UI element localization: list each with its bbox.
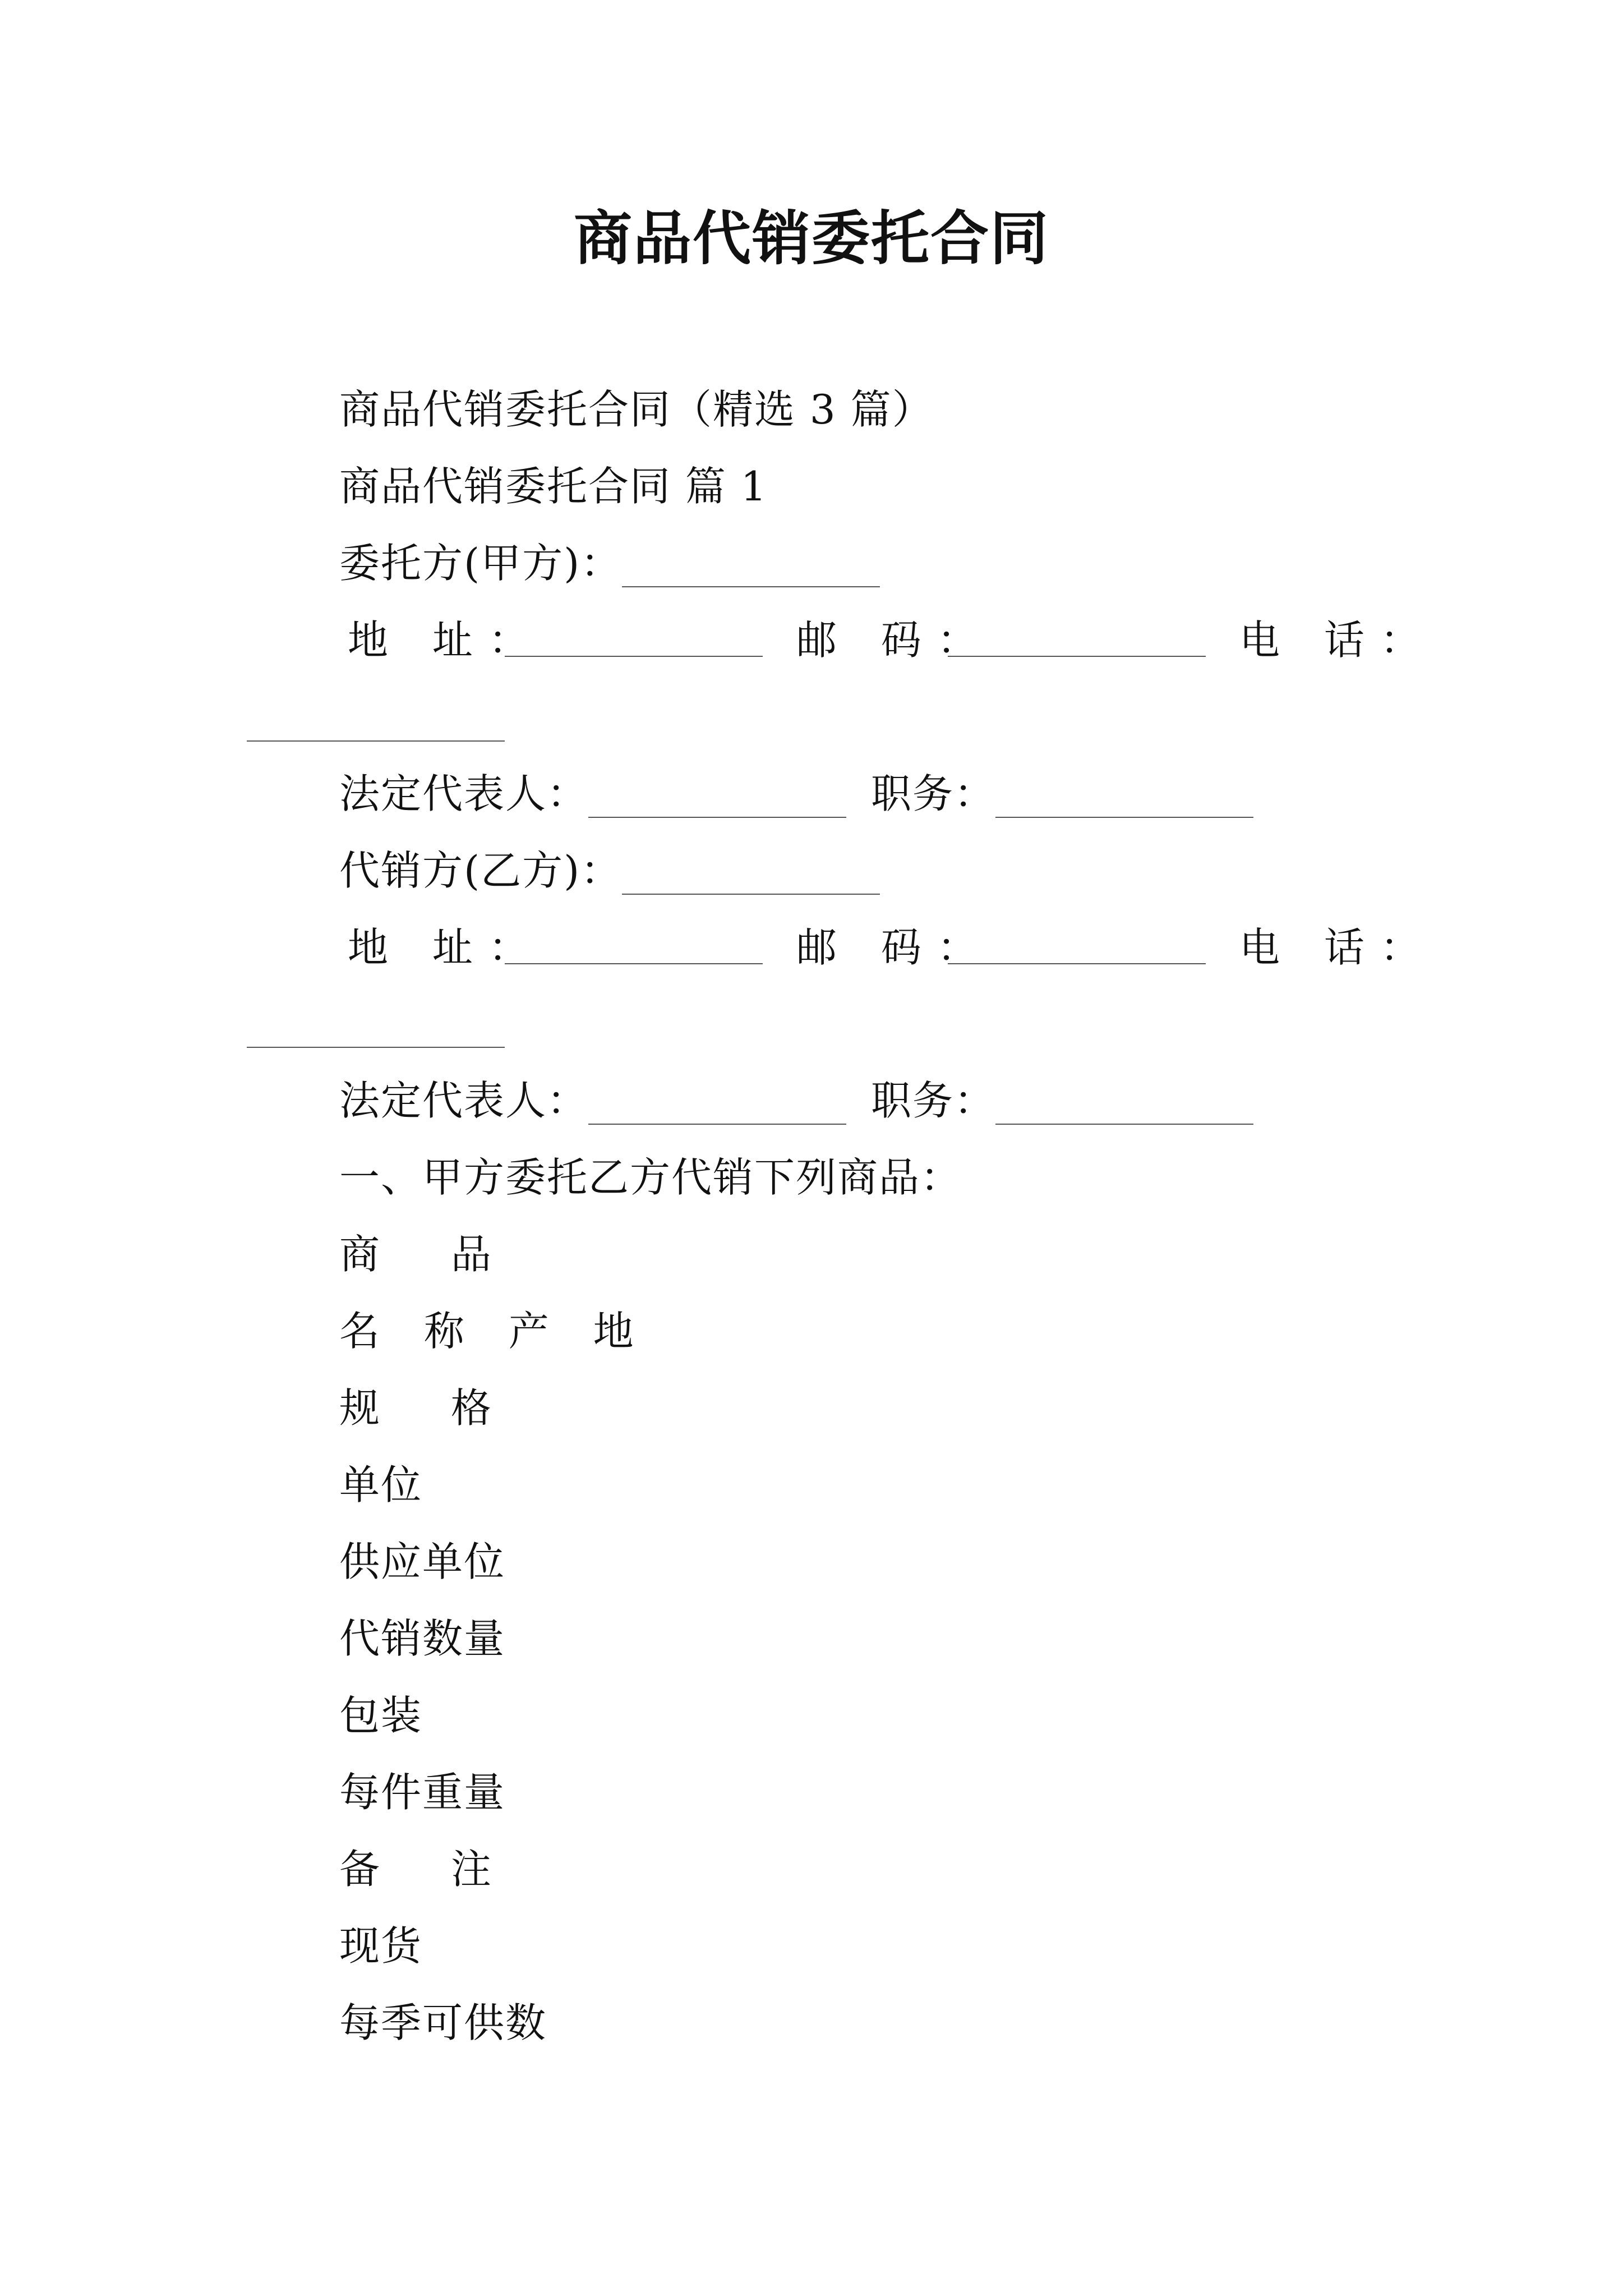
party-a-rep-blank[interactable]	[588, 815, 846, 818]
party-b-postcode-label: 邮 码：	[796, 924, 993, 971]
list-item: 每季可供数	[339, 1999, 547, 2046]
page-title: 商品代销委托合同	[573, 204, 1049, 273]
party-b-postcode-blank[interactable]	[948, 963, 1206, 964]
list-item: 商 品	[339, 1231, 520, 1278]
party-a-phone-label: 电 话：	[1239, 616, 1436, 664]
list-item: 备 注	[339, 1846, 520, 1893]
list-item: 名 称 产 地	[339, 1308, 649, 1355]
section-heading: 商品代销委托合同 篇 1	[339, 463, 768, 510]
party-b-position-blank[interactable]	[995, 1121, 1253, 1125]
list-item: 包装	[339, 1692, 423, 1739]
party-b-phone-blank[interactable]	[247, 1047, 505, 1048]
party-a-rep-line	[339, 766, 1253, 822]
list-item: 代销数量	[339, 1615, 506, 1662]
party-b-line	[339, 843, 880, 899]
list-item: 现货	[339, 1922, 423, 1970]
party-b-contact-row	[348, 919, 1436, 976]
party-a-line	[339, 535, 880, 591]
party-b-address-blank[interactable]	[505, 963, 763, 964]
party-b-label: 代销方(乙方)：	[339, 847, 623, 894]
party-a-label: 委托方(甲方)：	[339, 540, 623, 587]
list-item: 供应单位	[339, 1538, 506, 1585]
list-item: 规 格	[339, 1384, 520, 1432]
clause-1: 一、甲方委托乙方代销下列商品：	[339, 1154, 962, 1201]
party-a-postcode-label: 邮 码：	[796, 616, 993, 664]
party-a-position-label: 职务：	[871, 770, 996, 817]
party-a-phone-blank[interactable]	[247, 740, 505, 742]
party-b-phone-label: 电 话：	[1239, 924, 1436, 971]
party-a-position-blank[interactable]	[995, 815, 1253, 818]
party-a-contact-row	[348, 612, 1436, 668]
document-subtitle: 商品代销委托合同（精选 3 篇）	[339, 386, 934, 433]
party-a-blank[interactable]	[622, 584, 880, 587]
party-b-rep-line	[339, 1073, 1253, 1129]
party-b-address-label: 地 址：	[348, 924, 545, 971]
party-a-rep-label: 法定代表人：	[339, 770, 589, 817]
party-b-blank[interactable]	[622, 891, 880, 895]
party-b-rep-label: 法定代表人：	[339, 1077, 589, 1124]
party-a-address-label: 地 址：	[348, 616, 545, 664]
list-item: 每件重量	[339, 1769, 506, 1816]
list-item: 单位	[339, 1461, 423, 1508]
party-a-postcode-blank[interactable]	[948, 656, 1206, 657]
party-b-rep-blank[interactable]	[588, 1121, 846, 1125]
party-a-address-blank[interactable]	[505, 656, 763, 657]
party-b-position-label: 职务：	[871, 1077, 996, 1124]
